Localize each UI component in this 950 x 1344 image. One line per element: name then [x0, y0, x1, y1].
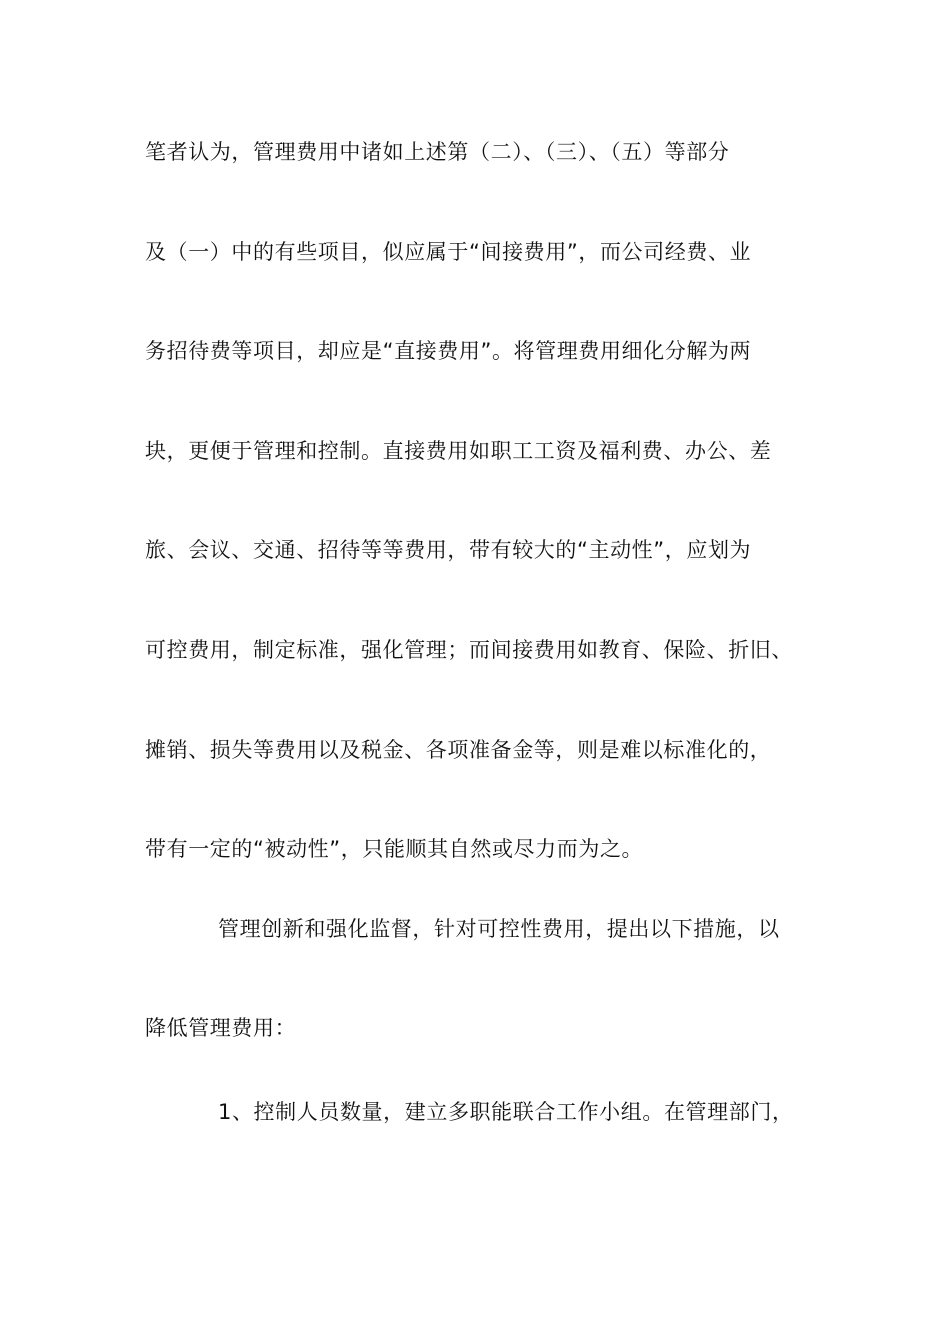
paragraph-line-6: 可控费用，制定标准，强化管理；而间接费用如教育、保险、折旧、: [145, 638, 793, 662]
paragraph-line-5: 旅、会议、交通、招待等等费用，带有较大的“主动性”，应划为: [145, 538, 752, 562]
paragraph-line-4: 块，更便于管理和控制。直接费用如职工工资及福利费、办公、差: [145, 439, 772, 463]
paragraph-line-1: 笔者认为，管理费用中诸如上述第（二）、（三）、（五）等部分: [145, 140, 730, 164]
paragraph-line-11: 1、控制人员数量，建立多职能联合工作小组。在管理部门，: [218, 1100, 794, 1124]
paragraph-line-7: 摊销、损失等费用以及税金、各项准备金等，则是难以标准化的，: [145, 738, 772, 762]
paragraph-line-10: 降低管理费用：: [145, 1016, 297, 1040]
paragraph-line-2: 及（一）中的有些项目，似应属于“间接费用”，而公司经费、业: [145, 240, 752, 264]
paragraph-line-3: 务招待费等项目，却应是“直接费用”。将管理费用细化分解为两: [145, 339, 752, 363]
paragraph-line-8: 带有一定的“被动性”，只能顺其自然或尽力而为之。: [145, 837, 644, 861]
paragraph-line-9: 管理创新和强化监督，针对可控性费用，提出以下措施，以: [218, 917, 780, 941]
